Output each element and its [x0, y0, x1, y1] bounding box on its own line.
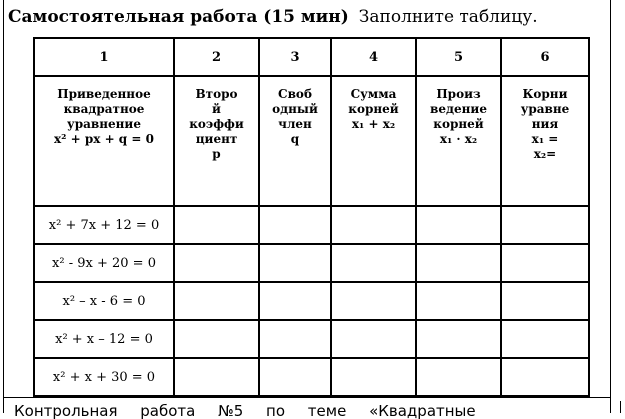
- answer-cell[interactable]: [331, 244, 416, 282]
- column-number: 3: [259, 38, 331, 76]
- answer-cell[interactable]: [259, 320, 331, 358]
- answer-cell[interactable]: [416, 206, 501, 244]
- table-row: [34, 358, 589, 396]
- page-border-left: [3, 0, 4, 413]
- answer-cell[interactable]: [174, 206, 259, 244]
- header-line: q: [290, 132, 300, 146]
- task-title: [8, 6, 538, 28]
- page-border-edge: [620, 401, 625, 413]
- header-line: Сумма: [350, 87, 397, 101]
- answer-cell[interactable]: [174, 282, 259, 320]
- column-header-row: [34, 76, 589, 206]
- answer-cell[interactable]: [259, 358, 331, 396]
- answer-cell[interactable]: [416, 282, 501, 320]
- header-line: x² + px + q = 0: [54, 132, 154, 146]
- task-instruction: Заполните таблицу.: [358, 7, 538, 27]
- table-row: [34, 282, 589, 320]
- header-line: одный: [272, 102, 318, 116]
- equation-cell: x² - 9x + 20 = 0: [34, 244, 174, 282]
- answer-cell[interactable]: [174, 320, 259, 358]
- header-line: уравне: [520, 102, 570, 116]
- header-line: p: [212, 147, 221, 161]
- header-line: Второ: [195, 87, 238, 101]
- header-free-term: [259, 76, 331, 206]
- table-row: [34, 320, 589, 358]
- header-line: x₁ =: [531, 132, 559, 146]
- equation-cell: x² – x - 6 = 0: [34, 282, 174, 320]
- answer-cell[interactable]: [331, 206, 416, 244]
- answer-cell[interactable]: [501, 320, 589, 358]
- column-number: 6: [501, 38, 589, 76]
- header-line: корней: [433, 117, 484, 131]
- answer-cell[interactable]: [331, 358, 416, 396]
- header-line: Корни: [522, 87, 568, 101]
- page-border-right: [610, 0, 611, 413]
- header-line: коэффи: [189, 117, 244, 131]
- column-number: 2: [174, 38, 259, 76]
- answer-cell[interactable]: [501, 358, 589, 396]
- header-line: x₂=: [533, 147, 557, 161]
- header-line: Произ: [436, 87, 481, 101]
- header-line: корней: [348, 102, 399, 116]
- header-line: x₁ + x₂: [351, 117, 396, 131]
- column-number: 4: [331, 38, 416, 76]
- header-line: квадратное: [63, 102, 145, 116]
- answer-cell[interactable]: [501, 206, 589, 244]
- table-row: [34, 244, 589, 282]
- answer-cell[interactable]: [416, 320, 501, 358]
- answer-cell[interactable]: [331, 320, 416, 358]
- answer-cell[interactable]: [259, 244, 331, 282]
- header-roots: [501, 76, 589, 206]
- answer-cell[interactable]: [259, 282, 331, 320]
- task-title-bold: Самостоятельная работа (15 мин): [8, 7, 349, 27]
- header-line: ведение: [430, 102, 487, 116]
- answer-cell[interactable]: [174, 358, 259, 396]
- column-number-row: [34, 38, 589, 76]
- answer-cell[interactable]: [259, 206, 331, 244]
- header-line: Приведенное: [57, 87, 151, 101]
- answer-cell[interactable]: [331, 282, 416, 320]
- header-line: циент: [195, 132, 238, 146]
- header-line: Своб: [278, 87, 312, 101]
- equation-cell: x² + x – 12 = 0: [34, 320, 174, 358]
- page-border-bottom: [3, 397, 611, 398]
- equation-cell: x² + 7x + 12 = 0: [34, 206, 174, 244]
- header-line: ния: [531, 117, 559, 131]
- answer-cell[interactable]: [416, 358, 501, 396]
- table-row: [34, 206, 589, 244]
- equation-cell: x² + x + 30 = 0: [34, 358, 174, 396]
- answer-cell[interactable]: [174, 244, 259, 282]
- answer-cell[interactable]: [501, 282, 589, 320]
- header-line: x₁ · x₂: [439, 132, 478, 146]
- column-number: 1: [34, 38, 174, 76]
- header-line: член: [278, 117, 312, 131]
- header-second-coefficient: [174, 76, 259, 206]
- work-table: [33, 37, 590, 397]
- header-line: й: [212, 102, 221, 116]
- answer-cell[interactable]: [416, 244, 501, 282]
- header-product-of-roots: [416, 76, 501, 206]
- answer-cell[interactable]: [501, 244, 589, 282]
- column-number: 5: [416, 38, 501, 76]
- header-equation: [34, 76, 174, 206]
- next-section-heading: Контрольная работа №5 по теме «Квадратные: [14, 403, 476, 419]
- header-sum-of-roots: [331, 76, 416, 206]
- header-line: уравнение: [67, 117, 141, 131]
